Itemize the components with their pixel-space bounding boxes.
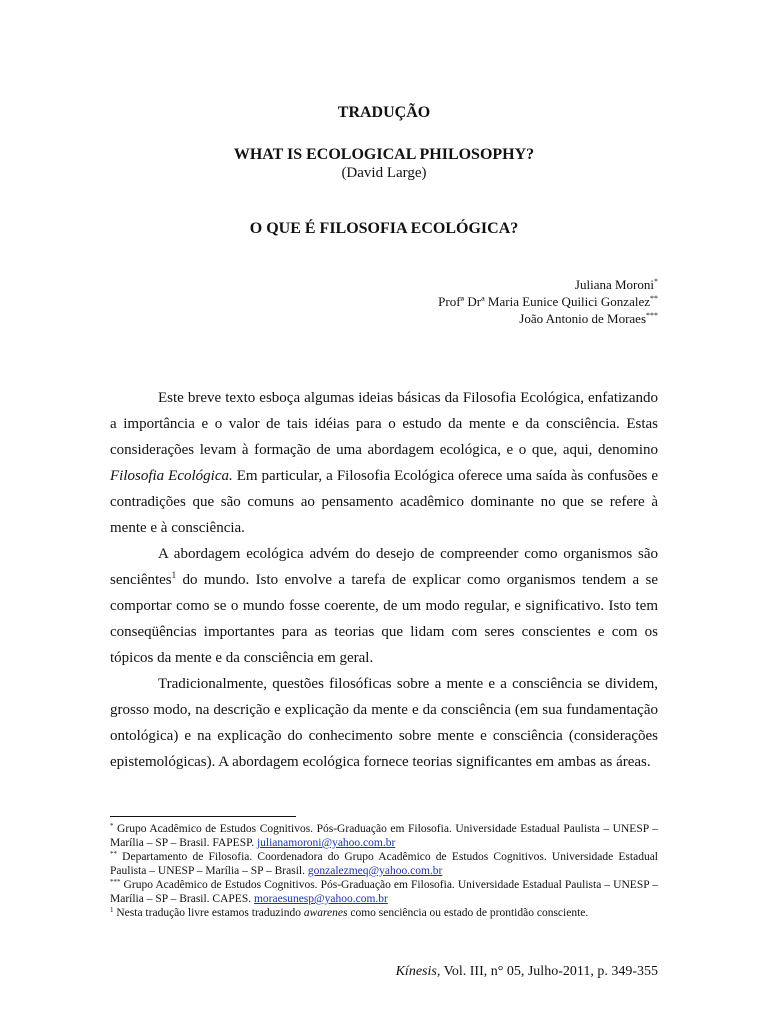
email-link-3[interactable]: moraesunesp@yahoo.com.br bbox=[253, 893, 388, 905]
email-link-2[interactable]: gonzalezmeq@yahoo.com.br bbox=[307, 865, 443, 877]
author-list bbox=[438, 276, 658, 327]
author-3-mark: *** bbox=[646, 311, 658, 320]
paragraph-2: A abordagem ecológica advém do desejo de compreender como organismos são senciêntes$^1$ do mundo. Isto envolve a tarefa de explicar como organismos tendem a se comportar como se o mundo fosse coerente, de um modo regular, e significativo. Isto tem conseqüências importantes para as teorias que lidam com seres conscientes e com os tópicos da mente e da consciência em geral. bbox=[110, 546, 658, 666]
footnote-3: *** Grupo Acadêmico de Estudos Cognitivos. Pós-Graduação em Filosofia. Universidade Estadual Paulista – UNESP – Marília – SP – Brasil. CAPES. moraesunesp@yahoo.com.br bbox=[110, 878, 658, 905]
author-2: Profª Drª Maria Eunice Quilici Gonzalez** bbox=[438, 294, 658, 309]
footnote-4: $^1$ Nesta tradução livre estamos traduzindo awarenes como senciência ou estado de prontidão consciente. bbox=[110, 906, 589, 919]
author-1-mark: * bbox=[654, 277, 658, 286]
footnote-1: * Grupo Acadêmico de Estudos Cognitivos. Pós-Graduação em Filosofia. Universidade Estadual Paulista – UNESP – Marília – SP – Brasil. FAPESP. julianamoroni@yahoo.com.br bbox=[110, 822, 658, 849]
author-3: João Antonio de Moraes*** bbox=[519, 311, 658, 326]
section-heading: TRADUÇÃO bbox=[337, 104, 431, 121]
footnote-2: ** Departamento de Filosofia. Coordenadora do Grupo Acadêmico de Estudos Cognitivos. Universidade Estadual Paulista – UNESP – Marília – SP – Brasil. gonzalezmeq@yahoo.com.br bbox=[110, 850, 658, 877]
author-1: Juliana Moroni* bbox=[574, 277, 658, 292]
journal-name: Kínesis bbox=[395, 964, 437, 979]
author-2-mark: ** bbox=[650, 294, 658, 303]
title-english: WHAT IS ECOLOGICAL PHILOSOPHY? bbox=[233, 146, 535, 163]
original-author: (David Large) bbox=[341, 165, 427, 181]
paragraph-1: Este breve texto esboça algumas ideias básicas da Filosofia Ecológica, enfatizando a importância e o valor de tais idéias para o estudo da mente e da consciência. Estas considerações levam à formação de uma abordagem ecológica, e o que, aqui, denomino Filosofia Ecológica. Em particular, a Filosofia Ecológica oferece uma saída às confusões e contradições que são comuns ao pensamento acadêmico dominante no que se refere à mente e à consciência. bbox=[110, 390, 658, 536]
footnote-ref-1[interactable]: 1 bbox=[171, 570, 177, 580]
paragraph-3: Tradicionalmente, questões filosóficas sobre a mente e a consciência se dividem, grosso modo, na descrição e explicação da mente e da consciência (em sua fundamentação ontológica) e na explicação do conhecimento sobre mente e consciência (considerações epistemológicas). A abordagem ecológica fornece teorias significantes em ambas as áreas. bbox=[110, 676, 658, 770]
email-link-1[interactable]: julianamoroni@yahoo.com.br bbox=[256, 837, 396, 849]
title-portuguese: O QUE É FILOSOFIA ECOLÓGICA? bbox=[249, 220, 519, 237]
footnotes bbox=[110, 822, 658, 920]
body-text bbox=[110, 385, 658, 775]
emphasis: Filosofia Ecológica. bbox=[110, 468, 233, 484]
footnote-divider bbox=[110, 816, 296, 817]
journal-citation: Kínesis, Vol. III, n° 05, Julho-2011, p. 349-355 bbox=[395, 964, 658, 979]
